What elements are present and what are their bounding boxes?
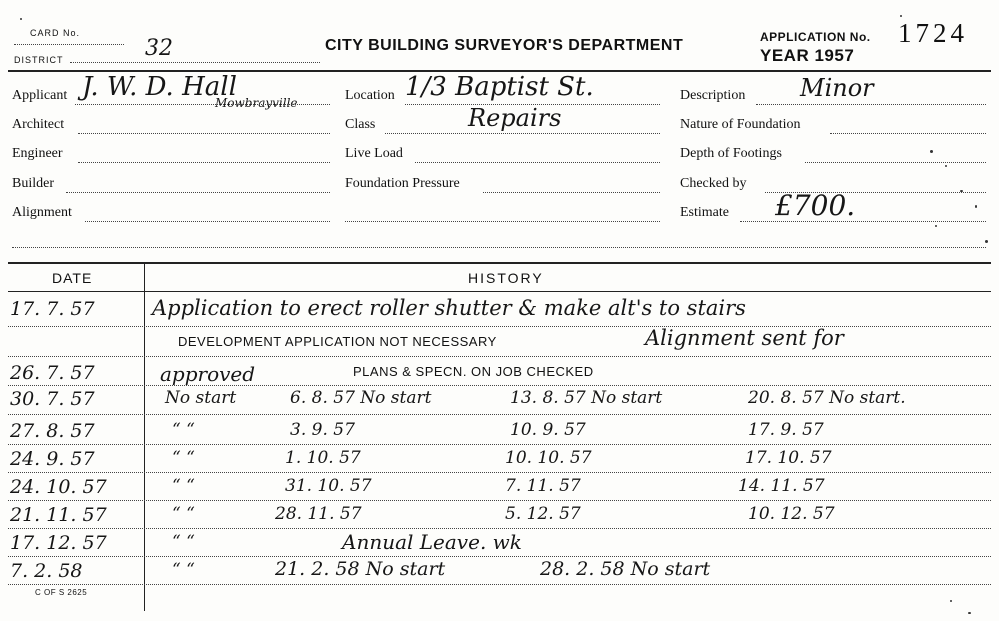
history-stamp: DEVELOPMENT APPLICATION NOT NECESSARY [178, 334, 497, 349]
history-row [0, 360, 999, 388]
row-line [8, 444, 991, 445]
history-col-4: 20. 8. 57 No start. [748, 388, 906, 408]
scan-speck [935, 225, 937, 227]
estimate-value: £700. [775, 189, 856, 222]
class-line [385, 133, 660, 134]
history-date: 21. 11. 57 [10, 504, 107, 526]
location-label: Location [345, 88, 395, 103]
history-entry: approved [160, 362, 256, 386]
history-col-1: “ “ [172, 448, 195, 468]
history-col-3: 28. 2. 58 No start [540, 558, 711, 580]
scan-speck [20, 18, 22, 20]
class-value: Repairs [468, 104, 562, 132]
district-value: 32 [145, 36, 173, 61]
history-col-3: 10. 9. 57 [510, 420, 586, 440]
history-col-2: Annual Leave. wk [342, 530, 522, 554]
application-no-value: 1724 [898, 18, 968, 48]
history-date: 30. 7. 57 [10, 388, 95, 410]
scan-speck [968, 612, 971, 614]
applicant-label: Applicant [12, 88, 68, 103]
history-col-3: 13. 8. 57 No start [510, 388, 663, 408]
history-col-4: 17. 9. 57 [748, 420, 824, 440]
builder-label: Builder [12, 176, 54, 191]
scan-speck [960, 190, 963, 192]
history-date: 17. 7. 57 [10, 298, 95, 320]
year-label: YEAR 1957 [760, 46, 855, 65]
scan-speck [950, 600, 952, 602]
row-line [8, 385, 991, 386]
history-col-2: 3. 9. 57 [290, 420, 355, 440]
card-no-line [14, 44, 124, 45]
nature-of-foundation-label: Nature of Foundation [680, 117, 801, 132]
history-col-3: 7. 11. 57 [505, 476, 581, 496]
page-title: CITY BUILDING SURVEYOR'S DEPARTMENT [325, 37, 684, 54]
row-line [8, 584, 991, 585]
scan-speck [975, 205, 977, 208]
engineer-line [78, 162, 330, 163]
scan-speck [945, 165, 947, 167]
history-date: 27. 8. 57 [10, 420, 95, 442]
date-column-header: DATE [52, 270, 93, 286]
fields-bottom-line [12, 247, 986, 248]
history-col-4: 17. 10. 57 [745, 448, 832, 468]
applicant-suburb: Mowbrayville [215, 96, 298, 110]
scan-speck [985, 240, 988, 243]
row-line [8, 356, 991, 357]
alignment-label: Alignment [12, 205, 72, 220]
history-date: 7. 2. 58 [10, 560, 83, 582]
application-no-label: APPLICATION No. [760, 30, 871, 44]
foundation-pressure-line [483, 192, 660, 193]
architect-label: Architect [12, 117, 65, 132]
location-value: 1/3 Baptist St. [405, 72, 594, 102]
row-line [8, 556, 991, 557]
history-entry: Alignment sent for [645, 326, 844, 350]
checked-by-label: Checked by [680, 176, 747, 191]
history-col-2: 1. 10. 57 [285, 448, 361, 468]
row-line [8, 472, 991, 473]
history-col-4: 10. 12. 57 [748, 504, 835, 524]
description-label: Description [680, 88, 746, 103]
history-col-3: 5. 12. 57 [505, 504, 581, 524]
history-col-3: 10. 10. 57 [505, 448, 592, 468]
history-column-header: HISTORY [468, 270, 544, 286]
scan-speck [900, 15, 902, 17]
applicant-value: J. W. D. Hall [82, 72, 237, 102]
builder-line [66, 192, 330, 193]
history-date: 26. 7. 57 [10, 362, 95, 384]
col2-blank-line [345, 221, 660, 222]
estimate-label: Estimate [680, 205, 729, 220]
history-row [0, 388, 999, 416]
history-date: 17. 12. 57 [10, 532, 107, 554]
applicant-line [75, 104, 330, 105]
architect-line [78, 133, 330, 134]
history-header-rule [8, 291, 991, 292]
history-col-4: 14. 11. 57 [738, 476, 825, 496]
history-row [0, 328, 999, 356]
depth-footings-line [805, 162, 986, 163]
estimate-line [740, 221, 986, 222]
description-value: Minor [800, 74, 874, 102]
row-line [8, 500, 991, 501]
district-label: DISTRICT [14, 55, 64, 65]
card-no-label: CARD No. [30, 28, 81, 38]
history-col-2: 6. 8. 57 No start [290, 388, 432, 408]
form-code: C OF S 2625 [35, 588, 88, 597]
history-stamp: PLANS & SPECN. ON JOB CHECKED [353, 364, 594, 379]
live-load-line [415, 162, 660, 163]
class-label: Class [345, 117, 376, 132]
history-col-1: “ “ [172, 560, 195, 580]
description-line [756, 104, 986, 105]
district-line [70, 62, 320, 63]
row-line [8, 414, 991, 415]
history-date: 24. 10. 57 [10, 476, 107, 498]
history-col-2: 28. 11. 57 [275, 504, 362, 524]
history-col-1: “ “ [172, 532, 195, 552]
row-line [8, 528, 991, 529]
engineer-label: Engineer [12, 146, 63, 161]
history-entry: Application to erect roller shutter & make alt's to stairs [152, 296, 746, 320]
history-col-1: “ “ [172, 504, 195, 524]
history-top-rule [8, 262, 991, 264]
depth-of-footings-label: Depth of Footings [680, 146, 782, 161]
history-col-2: 21. 2. 58 No start [275, 558, 446, 580]
live-load-label: Live Load [345, 146, 403, 161]
history-col-1: No start [165, 388, 237, 408]
history-col-1: “ “ [172, 476, 195, 496]
history-date: 24. 9. 57 [10, 448, 95, 470]
history-col-2: 31. 10. 57 [285, 476, 372, 496]
history-col-1: “ “ [172, 420, 195, 440]
nature-foundation-line [830, 133, 986, 134]
foundation-pressure-label: Foundation Pressure [345, 176, 460, 191]
scan-speck [930, 150, 933, 153]
alignment-line [85, 221, 330, 222]
history-row [0, 298, 999, 326]
